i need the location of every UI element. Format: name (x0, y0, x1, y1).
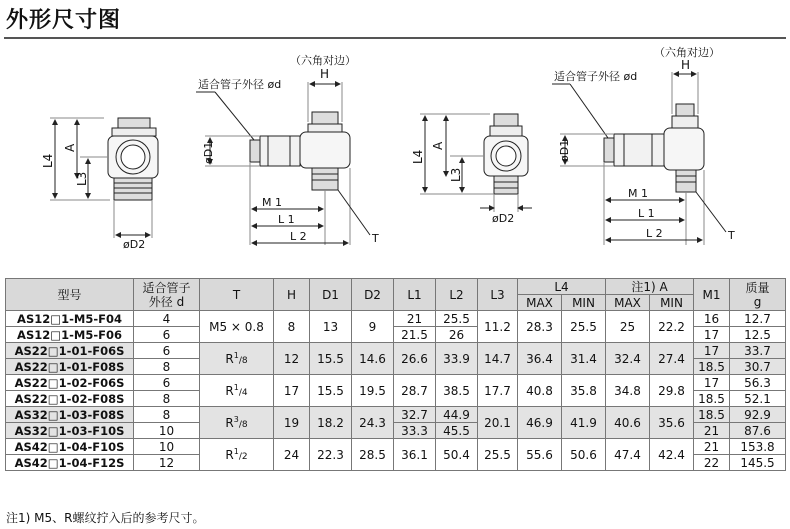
dim-t-right: T (728, 229, 735, 242)
cell-m1: 22 (694, 455, 730, 471)
cell-t-sup: 1 (233, 351, 239, 360)
cell-model: AS22□1-02-F08S (6, 391, 134, 407)
dim-d2-right: øD2 (492, 212, 515, 225)
cell-m1: 18.5 (694, 407, 730, 423)
cell-t (200, 343, 274, 375)
cell-d: 6 (134, 327, 200, 343)
cell-mass: 56.3 (730, 375, 786, 391)
cell-h: 24 (274, 439, 310, 471)
cell-d1: 13 (310, 311, 352, 343)
dim-m1-right: M 1 (628, 187, 648, 200)
header-d2: D2 (352, 279, 394, 311)
cell-d1: 18.2 (310, 407, 352, 439)
cell-mass: 92.9 (730, 407, 786, 423)
cell-d2: 28.5 (352, 439, 394, 471)
header-m1: M1 (694, 279, 730, 311)
cell-l4-min: 50.6 (562, 439, 606, 471)
cell-h: 17 (274, 375, 310, 407)
cell-l2: 26 (436, 327, 478, 343)
cell-model: AS22□1-02-F06S (6, 375, 134, 391)
dim-d1-right: øD1 (558, 139, 571, 162)
cell-a-max: 32.4 (606, 343, 650, 375)
cell-l3: 25.5 (478, 439, 518, 471)
cell-m1: 16 (694, 311, 730, 327)
left-side-view (50, 118, 158, 238)
cell-l1: 21 (394, 311, 436, 327)
dim-l1-right: L 1 (638, 207, 655, 220)
cell-t-sup: 1 (233, 447, 239, 456)
cell-l4-max: 55.6 (518, 439, 562, 471)
cell-m1: 17 (694, 327, 730, 343)
cell-model: AS42□1-04-F10S (6, 439, 134, 455)
cell-model: AS22□1-01-F06S (6, 343, 134, 359)
dimension-drawing (0, 40, 790, 276)
cell-l2: 44.9 (436, 407, 478, 423)
cell-model: AS22□1-01-F08S (6, 359, 134, 375)
table-row (6, 439, 786, 455)
cell-t-den: /2 (238, 452, 248, 462)
cell-m1: 18.5 (694, 359, 730, 375)
cell-d2: 24.3 (352, 407, 394, 439)
header-mass (730, 279, 786, 311)
cell-mass: 12.7 (730, 311, 786, 327)
header-l2: L2 (436, 279, 478, 311)
cell-l4-min: 25.5 (562, 311, 606, 343)
dim-l2-right: L 2 (646, 227, 663, 240)
dim-l2-left: L 2 (290, 230, 307, 243)
cell-d: 6 (134, 343, 200, 359)
table-row (6, 311, 786, 327)
cell-l4-max: 40.8 (518, 375, 562, 407)
header-h: H (274, 279, 310, 311)
cell-d1: 15.5 (310, 343, 352, 375)
header-l4-max: MAX (518, 295, 562, 311)
cell-l4-max: 28.3 (518, 311, 562, 343)
dim-d2-left: øD2 (123, 238, 146, 251)
cell-model: AS12□1-M5-F04 (6, 311, 134, 327)
cell-l2: 38.5 (436, 375, 478, 407)
dim-t-left: T (372, 232, 379, 245)
tube-od-label-left: 适合管子外径 ød (198, 78, 282, 91)
cell-mass: 87.6 (730, 423, 786, 439)
cell-d: 10 (134, 423, 200, 439)
cell-d: 4 (134, 311, 200, 327)
cell-l3: 20.1 (478, 407, 518, 439)
cell-l4-min: 31.4 (562, 343, 606, 375)
cell-model: AS32□1-03-F08S (6, 407, 134, 423)
cell-t-den: /8 (238, 356, 248, 366)
header-a: 注1) A (606, 279, 694, 295)
hex-note-right: （六角对边） (654, 46, 720, 59)
cell-t-sup: 1 (233, 383, 239, 392)
cell-d: 8 (134, 407, 200, 423)
cell-d2: 9 (352, 311, 394, 343)
cell-l2: 50.4 (436, 439, 478, 471)
cell-m1: 17 (694, 375, 730, 391)
cell-l4-min: 41.9 (562, 407, 606, 439)
cell-d2: 14.6 (352, 343, 394, 375)
dim-h-right: H (681, 58, 691, 72)
cell-l1: 26.6 (394, 343, 436, 375)
cell-a-min: 27.4 (650, 343, 694, 375)
cell-l3: 14.7 (478, 343, 518, 375)
dim-h-left: H (320, 67, 330, 81)
cell-l1: 33.3 (394, 423, 436, 439)
cell-a-max: 47.4 (606, 439, 650, 471)
cell-l1: 36.1 (394, 439, 436, 471)
header-l1: L1 (394, 279, 436, 311)
hex-note-left: （六角对边） (290, 54, 356, 67)
cell-h: 12 (274, 343, 310, 375)
cell-t-den: /8 (238, 420, 248, 430)
dim-a-right: A (431, 141, 445, 150)
cell-d: 10 (134, 439, 200, 455)
dim-l3-left: L3 (75, 171, 89, 186)
cell-l3: 17.7 (478, 375, 518, 407)
cell-a-max: 34.8 (606, 375, 650, 407)
tube-od-label-right: 适合管子外径 ød (554, 70, 638, 83)
cell-t (200, 439, 274, 471)
cell-model: AS32□1-03-F10S (6, 423, 134, 439)
cell-d1: 22.3 (310, 439, 352, 471)
header-l4: L4 (518, 279, 606, 295)
cell-t (200, 375, 274, 407)
cell-model: AS42□1-04-F12S (6, 455, 134, 471)
cell-d2: 19.5 (352, 375, 394, 407)
dim-l4-right: L4 (411, 149, 425, 164)
cell-h: 19 (274, 407, 310, 439)
right-side-view (420, 114, 532, 212)
table-row (6, 375, 786, 391)
cell-l2: 45.5 (436, 423, 478, 439)
cell-t (200, 407, 274, 439)
cell-a-min: 35.6 (650, 407, 694, 439)
dim-l3-right: L3 (449, 167, 463, 182)
page-title: 外形尺寸图 (6, 8, 122, 33)
cell-t: M5 × 0.8 (200, 311, 274, 343)
dim-l1-left: L 1 (278, 213, 295, 226)
cell-t-base: R (225, 384, 234, 398)
cell-d: 6 (134, 375, 200, 391)
footnote: 注1) M5、R螺纹拧入后的参考尺寸。 (6, 511, 205, 525)
dim-l4-left: L4 (41, 153, 55, 168)
dim-a-left: A (63, 143, 77, 152)
cell-l4-max: 46.9 (518, 407, 562, 439)
cell-t-base: R (225, 416, 234, 430)
cell-a-min: 22.2 (650, 311, 694, 343)
cell-t-base: R (225, 448, 234, 462)
cell-d: 8 (134, 391, 200, 407)
header-tube-od-line2: 外径 d (148, 294, 185, 309)
dim-d1-left: øD1 (202, 141, 215, 164)
cell-l2: 25.5 (436, 311, 478, 327)
cell-t-sup: 3 (233, 415, 239, 424)
header-l3: L3 (478, 279, 518, 311)
cell-d1: 15.5 (310, 375, 352, 407)
header-t: T (200, 279, 274, 311)
header-a-min: MIN (650, 295, 694, 311)
cell-l1: 21.5 (394, 327, 436, 343)
table-row (6, 343, 786, 359)
header-mass-line2: g (753, 294, 762, 309)
cell-m1: 17 (694, 343, 730, 359)
cell-h: 8 (274, 311, 310, 343)
cell-d: 12 (134, 455, 200, 471)
cell-mass: 52.1 (730, 391, 786, 407)
dim-m1-left: M 1 (262, 196, 282, 209)
cell-l1: 28.7 (394, 375, 436, 407)
cell-mass: 145.5 (730, 455, 786, 471)
title-divider (4, 37, 786, 39)
cell-m1: 18.5 (694, 391, 730, 407)
cell-a-max: 25 (606, 311, 650, 343)
cell-l4-min: 35.8 (562, 375, 606, 407)
cell-mass: 12.5 (730, 327, 786, 343)
header-a-max: MAX (606, 295, 650, 311)
cell-a-max: 40.6 (606, 407, 650, 439)
cell-l2: 33.9 (436, 343, 478, 375)
header-tube-od (134, 279, 200, 311)
cell-a-min: 29.8 (650, 375, 694, 407)
cell-mass: 30.7 (730, 359, 786, 375)
cell-m1: 21 (694, 423, 730, 439)
table-row (6, 407, 786, 423)
cell-a-min: 42.4 (650, 439, 694, 471)
cell-mass: 153.8 (730, 439, 786, 455)
header-mass-line1: 质量 (745, 280, 770, 295)
cell-t-base: R (225, 352, 234, 366)
cell-l1: 32.7 (394, 407, 436, 423)
cell-m1: 21 (694, 439, 730, 455)
header-model: 型号 (6, 279, 134, 311)
cell-l4-max: 36.4 (518, 343, 562, 375)
cell-t-den: /4 (238, 388, 248, 398)
header-tube-od-line1: 适合管子 (142, 280, 191, 295)
cell-mass: 33.7 (730, 343, 786, 359)
cell-model: AS12□1-M5-F06 (6, 327, 134, 343)
cell-d: 8 (134, 359, 200, 375)
cell-l3: 11.2 (478, 311, 518, 343)
header-d1: D1 (310, 279, 352, 311)
header-l4-min: MIN (562, 295, 606, 311)
spec-table (5, 278, 786, 471)
